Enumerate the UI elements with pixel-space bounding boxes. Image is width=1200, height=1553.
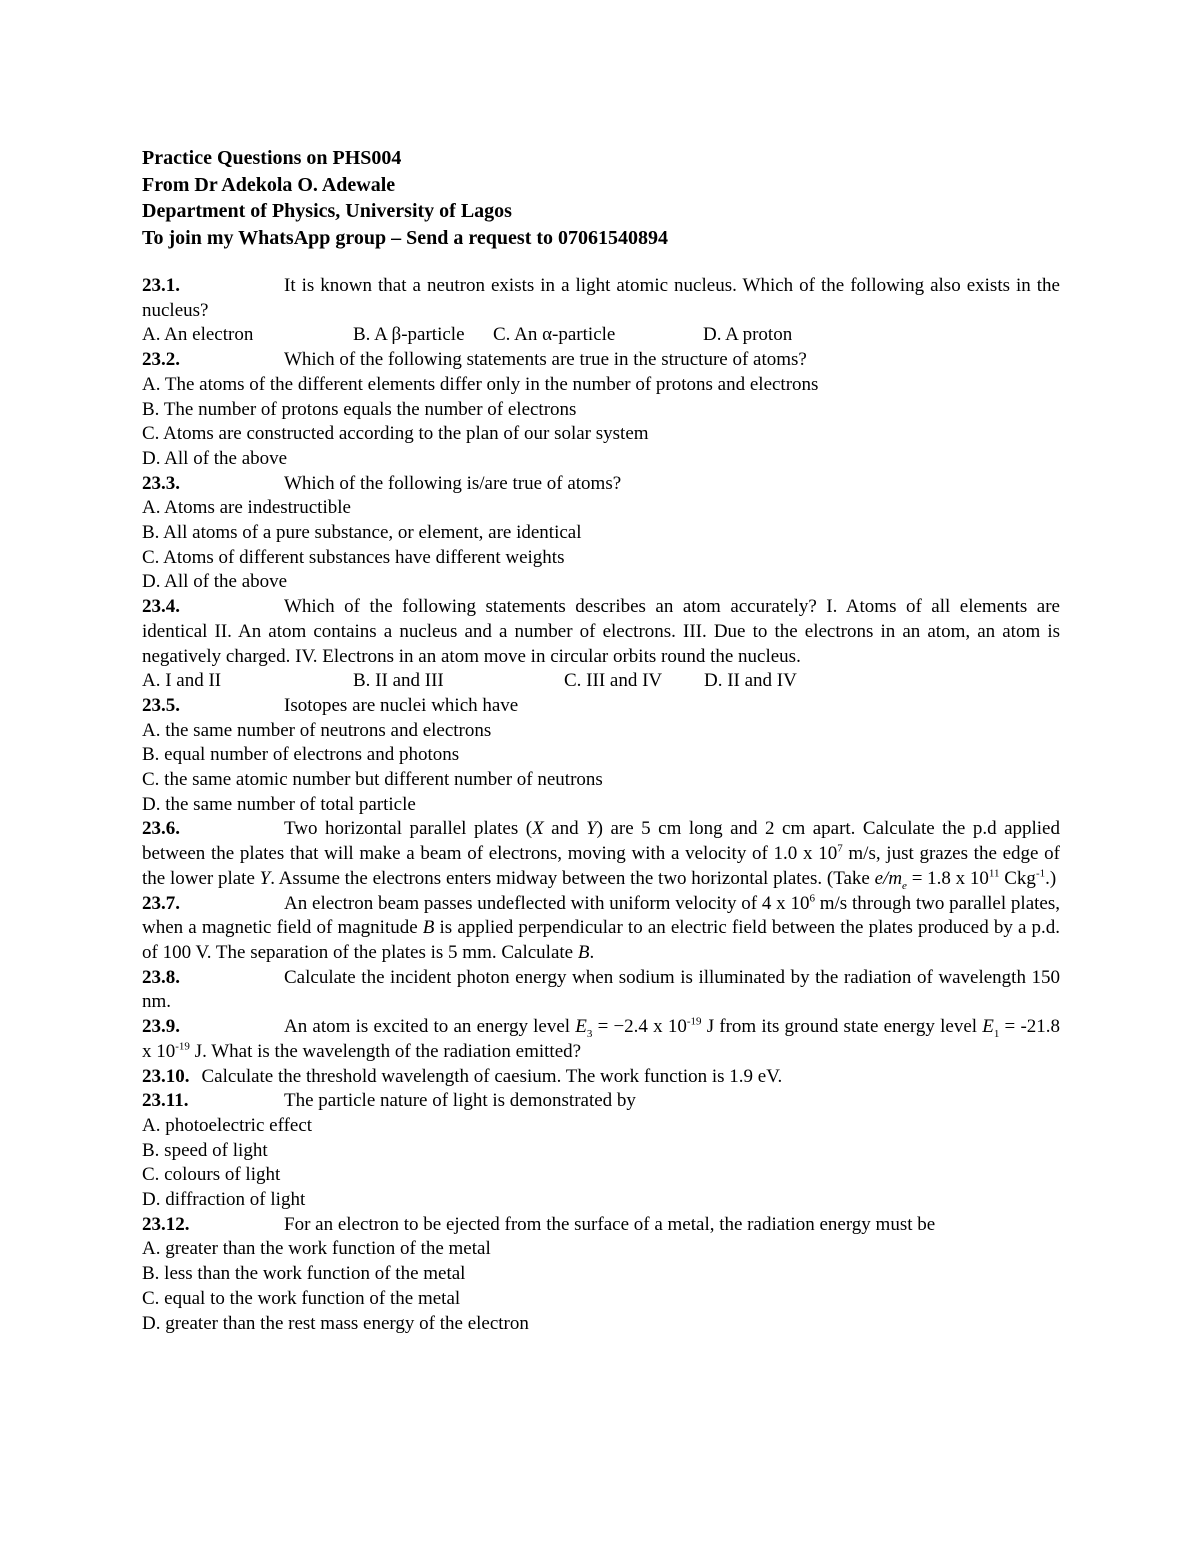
field-b-symbol: B [422,917,435,939]
question-number: 23.2. [142,349,180,371]
option-row [142,323,1060,348]
option-a: A. the same number of neutrons and electrons [142,719,492,741]
question-number: 23.3. [142,472,180,494]
option-d: D. A proton [703,324,793,346]
question-text: = 1.8 x 10 [906,867,989,889]
question-text: m/s through two parallel plates, when a magnetic field of magnitude [142,892,1060,939]
option-d: D. All of the above [142,447,288,469]
charge-mass-symbol: e/m [874,867,903,889]
exponent: -1 [1035,867,1046,880]
question-text: . Assume the electrons enters midway between the two horizontal plates. (Take [270,867,875,889]
plate-x-symbol: X [532,818,544,840]
option-a: A. An electron [142,324,254,346]
option-d: D. greater than the rest mass energy of the electron [142,1312,529,1334]
option-d: D. diffraction of light [142,1189,306,1211]
option-b: B. less than the work function of the metal [142,1263,466,1285]
document-body [142,145,1060,1336]
question-number: 23.10. [142,1065,190,1087]
question-text: m/s, just grazes the edge of the lower plate [142,843,1060,889]
question-number: 23.4. [142,596,180,618]
exponent: -19 [686,1015,702,1028]
option-d: D. the same number of total particle [142,793,416,815]
option-c: C. Atoms of different substances have different weights [142,546,565,568]
question-text: is applied perpendicular to an electric field between the plates produced by a p.d. of 100 V. The separation of the plates is 5 mm. Calculate [142,917,1060,963]
option-b: B. All atoms of a pure substance, or element, are identical [142,522,582,544]
question-number: 23.11. [142,1090,189,1112]
header-whatsapp-note: To join my WhatsApp group – Send a request to 07061540894 [142,226,669,249]
question-23-12 [142,1213,1060,1337]
question-23-3 [142,472,1060,596]
option-b: B. equal number of electrons and photons [142,744,460,766]
question-23-11 [142,1089,1060,1213]
field-b-symbol: B [577,941,590,963]
exponent: 7 [837,842,843,855]
subscript: 1 [993,1027,1000,1040]
subscript: e [902,879,907,892]
exponent: 11 [988,867,1000,880]
question-text: The particle nature of light is demonstrated by [284,1090,636,1112]
option-a: A. photoelectric effect [142,1114,313,1136]
question-number: 23.7. [142,892,180,914]
question-text: and [543,818,587,840]
question-text: J. What is the wavelength of the radiation emitted? [189,1040,582,1062]
question-23-4 [142,595,1060,694]
question-23-2 [142,348,1060,472]
option-c: C. equal to the work function of the metal [142,1287,461,1309]
option-a: A. I and II [142,670,222,692]
option-a: A. Atoms are indestructible [142,497,351,519]
option-c: C. An α-particle [493,324,616,346]
header-department: Department of Physics, University of Lagos [142,200,512,222]
question-text: Which of the following is/are true of atoms? [284,472,622,494]
option-b: B. A β-particle [353,324,465,346]
question-text: Ckg [999,867,1036,889]
question-text: An atom is excited to an energy level [284,1016,576,1038]
question-text: Isotopes are nuclei which have [284,694,519,716]
question-text: . [589,941,595,963]
question-text: Which of the following statements are true in the structure of atoms? [284,349,807,371]
document-header [142,145,1060,251]
question-text: An electron beam passes undeflected with uniform velocity of 4 x 10 [284,892,810,914]
question-text: .) [1045,867,1057,889]
question-text: = -21.8 x 10 [142,1016,1061,1062]
option-b: B. The number of protons equals the number of electrons [142,398,577,420]
option-c: C. the same atomic number but different number of neutrons [142,769,603,791]
question-number: 23.5. [142,694,180,716]
question-text: Calculate the threshold wavelength of caesium. The work function is 1.9 eV. [201,1065,783,1087]
question-text: For an electron to be ejected from the surface of a metal, the radiation energy must be [284,1213,936,1235]
header-course-title: Practice Questions on PHS004 [142,147,402,169]
option-c: C. III and IV [564,670,663,692]
question-23-8 [142,966,1060,1015]
question-text: It is known that a neutron exists in a light atomic nucleus. Which of the following also exists in the nucleus? [142,275,1060,321]
option-a: A. The atoms of the different elements differ only in the number of protons and electrons [142,373,819,395]
option-c: C. Atoms are constructed according to the plan of our solar system [142,423,649,445]
question-text: Two horizontal parallel plates ( [284,818,533,840]
question-23-10 [142,1065,1060,1090]
question-number: 23.12. [142,1213,190,1235]
question-number: 23.8. [142,966,180,988]
question-number: 23.6. [142,818,180,840]
question-number: 23.1. [142,275,180,296]
option-b: B. speed of light [142,1139,268,1161]
option-b: B. II and III [353,670,444,692]
question-23-5 [142,694,1060,818]
question-text: = −2.4 x 10 [592,1016,687,1038]
question-text: Calculate the incident photon energy when sodium is illuminated by the radiation of wavelength 150 nm. [142,966,1060,1013]
plate-y-symbol: Y [586,818,597,840]
question-23-9 [142,1015,1060,1064]
energy-symbol: E [575,1016,587,1038]
question-23-1 [142,274,1060,348]
question-23-6 [142,817,1060,891]
option-row [142,669,1060,694]
question-23-7 [142,892,1060,966]
question-text: Which of the following statements describes an atom accurately? I. Atoms of all elements are identical II. An atom contains a nucleus and a number of electrons. III. Due to the electrons in an atom, an atom is negatively charged. IV. Electrons in an atom move in circular orbits round the nucleus. [142,596,1060,667]
exponent: 6 [809,892,815,905]
question-number: 23.9. [142,1016,180,1038]
exponent: -19 [175,1040,190,1053]
option-d: D. All of the above [142,571,288,593]
plate-y-symbol: Y [259,867,271,889]
header-author: From Dr Adekola O. Adewale [142,173,396,196]
option-d: D. II and IV [704,670,797,692]
option-c: C. colours of light [142,1164,281,1186]
option-a: A. greater than the work function of the metal [142,1238,491,1260]
subscript: 3 [586,1027,593,1040]
question-text: J from its ground state energy level [701,1016,983,1038]
energy-symbol: E [982,1016,994,1038]
question-text: ) are 5 cm long and 2 cm apart. Calculate the p.d applied between the plates that will make a beam of electrons, moving with a velocity of 1.0 x 10 [142,818,1060,865]
